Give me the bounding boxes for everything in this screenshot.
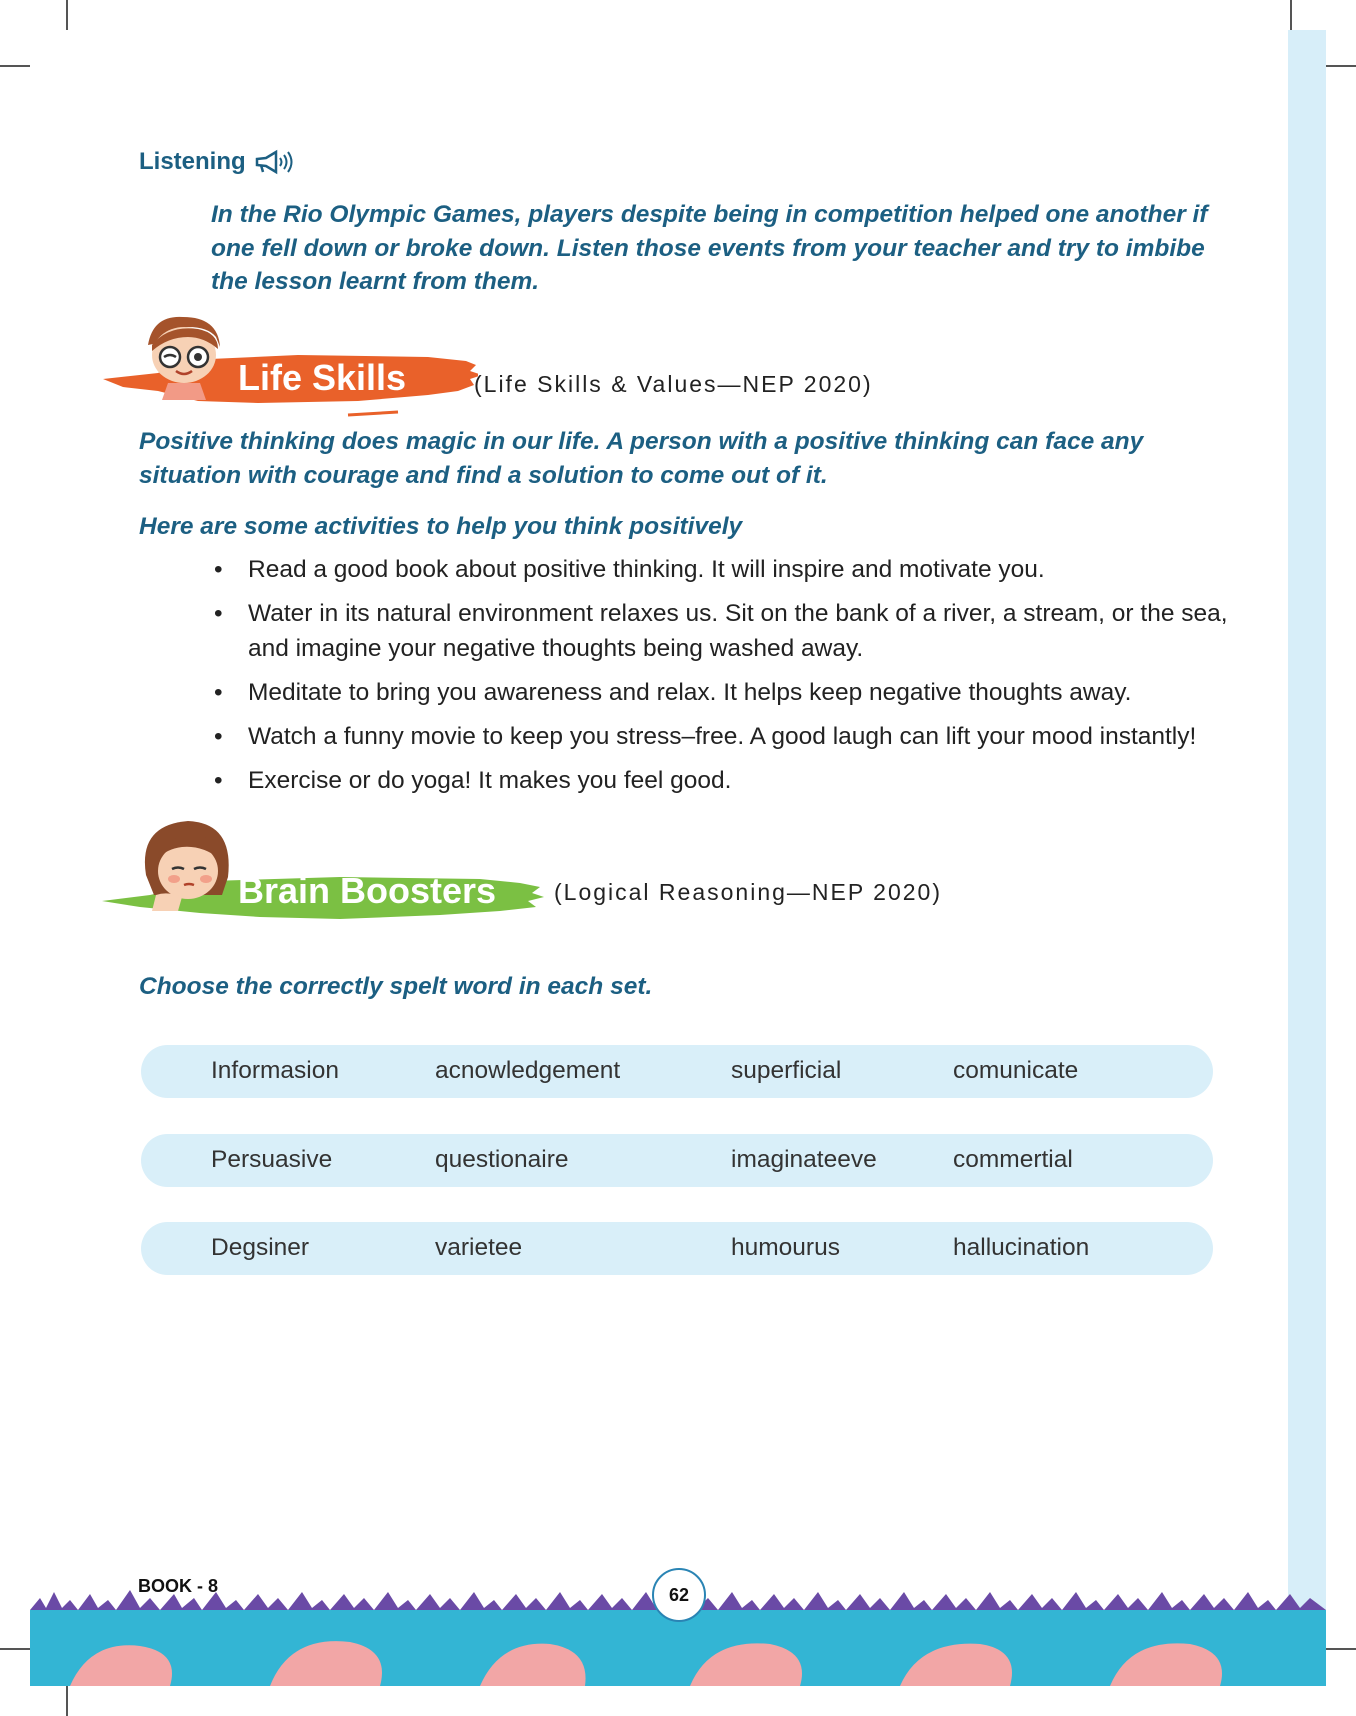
word-set-row bbox=[141, 1222, 1213, 1275]
life-skills-banner bbox=[98, 325, 478, 425]
crop-mark bbox=[1326, 65, 1356, 67]
listening-heading-text: Listening bbox=[139, 148, 246, 175]
brain-boosters-question: Choose the correctly spelt word in each set. bbox=[139, 973, 653, 1000]
crop-mark bbox=[1326, 1648, 1356, 1650]
megaphone-icon bbox=[254, 149, 294, 175]
list-item bbox=[210, 552, 1230, 587]
activities-heading: Here are some activities to help you think positively bbox=[139, 513, 743, 540]
crop-mark bbox=[66, 1686, 68, 1716]
word-option: varietee bbox=[435, 1234, 523, 1261]
list-item bbox=[210, 596, 1230, 666]
list-item-text: Water in its natural environment relaxes us. Sit on the bank of a river, a stream, or the sea, and imagine your negative thoughts being washed away. bbox=[248, 600, 1228, 662]
word-set-row bbox=[141, 1134, 1213, 1187]
life-skills-subtitle: (Life Skills & Values—NEP 2020) bbox=[474, 371, 873, 397]
listening-heading bbox=[139, 148, 294, 176]
bullet-icon: • bbox=[214, 767, 223, 794]
list-item-text: Watch a funny movie to keep you stress–free. A good laugh can lift your mood instantly! bbox=[248, 723, 1197, 750]
crop-mark bbox=[0, 1648, 30, 1650]
brain-boosters-title: Brain Boosters bbox=[238, 870, 497, 911]
page-number: 62 bbox=[652, 1568, 706, 1622]
word-option: imaginateeve bbox=[731, 1146, 877, 1173]
word-option: Degsiner bbox=[211, 1234, 310, 1261]
word-option: Informasion bbox=[211, 1057, 340, 1084]
word-option: comunicate bbox=[953, 1057, 1079, 1084]
boy-with-glasses-icon bbox=[138, 315, 228, 400]
brain-boosters-banner bbox=[100, 815, 550, 925]
bullet-icon: • bbox=[214, 723, 223, 750]
word-option: questionaire bbox=[435, 1146, 569, 1173]
activities-list bbox=[210, 552, 1230, 807]
crop-mark bbox=[66, 0, 68, 30]
life-skills-intro: Positive thinking does magic in our life. A person with a positive thinking can face any situation with courage and find a solution to come out of it. bbox=[139, 428, 1144, 489]
list-item bbox=[210, 719, 1230, 754]
bullet-icon: • bbox=[214, 556, 223, 583]
brain-boosters-subtitle: (Logical Reasoning—NEP 2020) bbox=[554, 879, 942, 905]
bullet-icon: • bbox=[214, 600, 223, 627]
list-item bbox=[210, 675, 1230, 710]
list-item bbox=[210, 763, 1230, 798]
crop-mark bbox=[1290, 0, 1292, 30]
book-label: BOOK - 8 bbox=[138, 1576, 219, 1596]
list-item-text: Exercise or do yoga! It makes you feel good. bbox=[248, 767, 732, 794]
life-skills-title: Life Skills bbox=[238, 357, 407, 398]
word-option: superficial bbox=[731, 1057, 842, 1084]
list-item-text: Meditate to bring you awareness and relax. It helps keep negative thoughts away. bbox=[248, 679, 1132, 706]
bullet-icon: • bbox=[214, 679, 223, 706]
word-option: Persuasive bbox=[211, 1146, 333, 1173]
list-item-text: Read a good book about positive thinking. It will inspire and motivate you. bbox=[248, 556, 1045, 583]
word-option: humourus bbox=[731, 1234, 840, 1261]
word-set-row bbox=[141, 1045, 1213, 1098]
crop-mark bbox=[0, 65, 30, 67]
listening-body: In the Rio Olympic Games, players despite being in competition helped one another if one fell down or broke down. Listen those events from your teacher and try to imbibe the lesson learnt from them. bbox=[211, 201, 1208, 295]
word-option: commertial bbox=[953, 1146, 1073, 1173]
thinking-girl-icon bbox=[138, 815, 238, 915]
word-option: hallucination bbox=[953, 1234, 1090, 1261]
side-decor-strip bbox=[1288, 30, 1326, 1680]
word-option: acnowledgement bbox=[435, 1057, 621, 1084]
